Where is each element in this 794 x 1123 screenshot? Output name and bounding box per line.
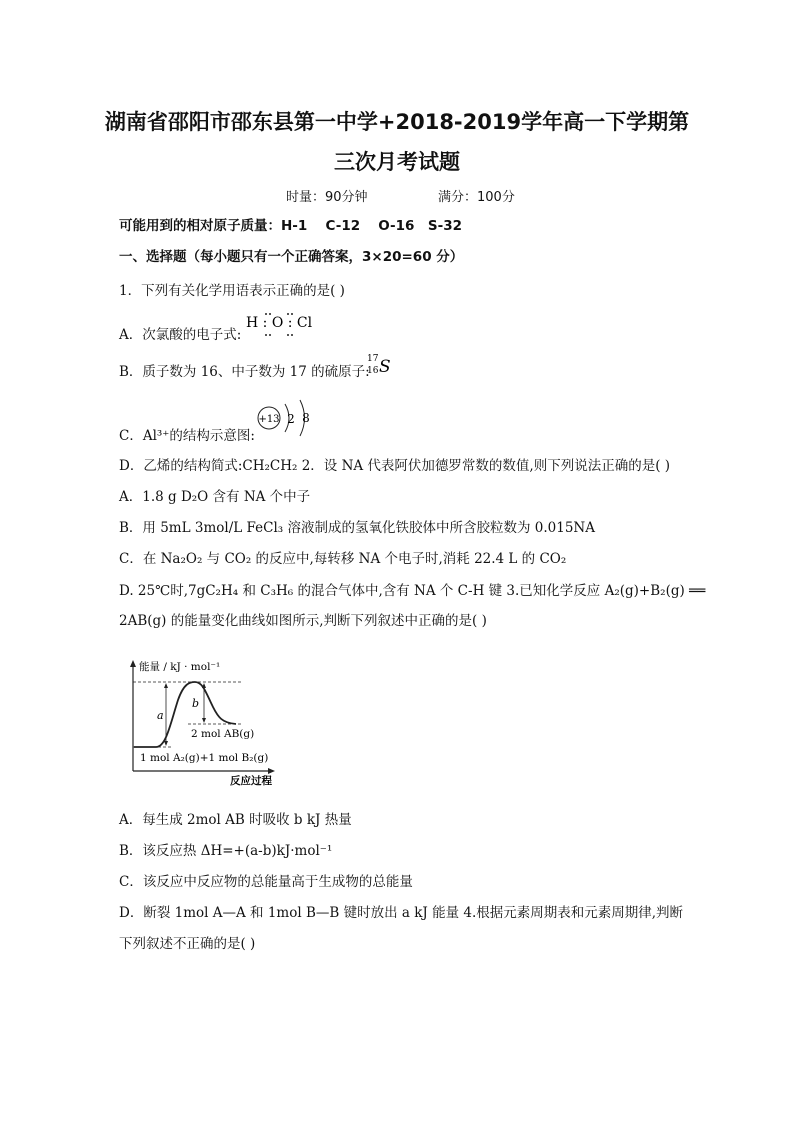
q3-option-d: D．断裂 1mol A—A 和 1mol B—B 键时放出 a kJ 能量 4.根据元素周期表和元素周期律,判断 bbox=[119, 905, 684, 921]
mass-number: 17 bbox=[367, 354, 379, 364]
q1-stem: 1．下列有关化学用语表示正确的是( ) bbox=[119, 283, 345, 299]
q2-option-d: D. 25℃时,7gC₂H₄ 和 C₃H₆ 的混合气体中,含有 NA 个 C-H 键 3.已知化学反应 A₂(g)+B₂(g) ══ bbox=[119, 583, 706, 599]
exam-score: 满分：100分 bbox=[438, 190, 515, 205]
q2-option-a: A．1.8 g D₂O 含有 NA 个中子 bbox=[119, 489, 311, 505]
al-ion-structure-diagram bbox=[256, 398, 316, 444]
q3-option-c: C．该反应中反应物的总能量高于生成物的总能量 bbox=[119, 874, 413, 890]
shell1-electrons: 2 bbox=[287, 412, 295, 426]
atomic-number: 16 bbox=[367, 366, 379, 376]
atomic-mass-line: 可能用到的相对原子质量：H-1 C-12 O-16 S-32 bbox=[119, 218, 463, 234]
q2-option-c: C．在 Na₂O₂ 与 CO₂ 的反应中,每转移 NA 个电子时,消耗 22.4 L 的 CO₂ bbox=[119, 551, 567, 567]
energy-diagram bbox=[118, 655, 280, 787]
energy-b-label: b bbox=[192, 697, 200, 710]
energy-axis-label: 能量 / kJ · mol⁻¹ bbox=[139, 661, 221, 673]
q1-option-a-text: A．次氯酸的电子式: bbox=[119, 327, 242, 343]
energy-a-label: a bbox=[157, 709, 164, 722]
q4-stem-line2: 下列叙述不正确的是( ) bbox=[119, 936, 256, 952]
q3-stem-line2: 2AB(g) 的能量变化曲线如图所示,判断下列叙述中正确的是( ) bbox=[119, 613, 487, 629]
reactant-label: 1 mol A₂(g)+1 mol B₂(g) bbox=[140, 752, 269, 764]
q1-option-a bbox=[119, 326, 241, 344]
q1-option-d: D．乙烯的结构简式:CH₂CH₂ 2．设 NA 代表阿伏加德罗常数的数值,则下列说法正确的是( ) bbox=[119, 458, 671, 474]
process-axis-label: 反应过程 bbox=[230, 775, 272, 787]
q3-option-a: A．每生成 2mol AB 时吸收 b kJ 热量 bbox=[119, 812, 352, 828]
q1-option-c-text: C．Al³⁺的结构示意图: bbox=[119, 428, 255, 444]
q1-option-b bbox=[119, 363, 370, 381]
q1-option-c bbox=[119, 427, 255, 445]
doc-title-line1: 湖南省邵阳市邵东县第一中学+2018-2019学年高一下学期第 bbox=[104, 110, 690, 134]
q3-option-b: B．该反应热 ΔH=+(a-b)kJ·mol⁻¹ bbox=[119, 843, 333, 859]
hypochlorous-electron-formula bbox=[246, 308, 316, 338]
section-heading: 一、选择题（每小题只有一个正确答案，3×20=60 分） bbox=[119, 249, 464, 265]
nucleus-charge: +13 bbox=[258, 414, 280, 425]
sulfur-nuclide-symbol bbox=[366, 350, 398, 380]
electron-formula-text: H : O : Cl bbox=[246, 315, 313, 331]
sulfur-symbol: S bbox=[379, 357, 391, 377]
product-label: 2 mol AB(g) bbox=[191, 728, 255, 740]
shell2-electrons: 8 bbox=[302, 411, 310, 425]
exam-time: 时量：90分钟 bbox=[286, 190, 368, 205]
q1-option-b-text: B．质子数为 16、中子数为 17 的硫原子: bbox=[119, 364, 370, 380]
doc-title-line2: 三次月考试题 bbox=[334, 150, 460, 174]
q2-option-b: B．用 5mL 3mol/L FeCl₃ 溶液制成的氢氧化铁胶体中所含胶粒数为 0.015NA bbox=[119, 520, 595, 536]
